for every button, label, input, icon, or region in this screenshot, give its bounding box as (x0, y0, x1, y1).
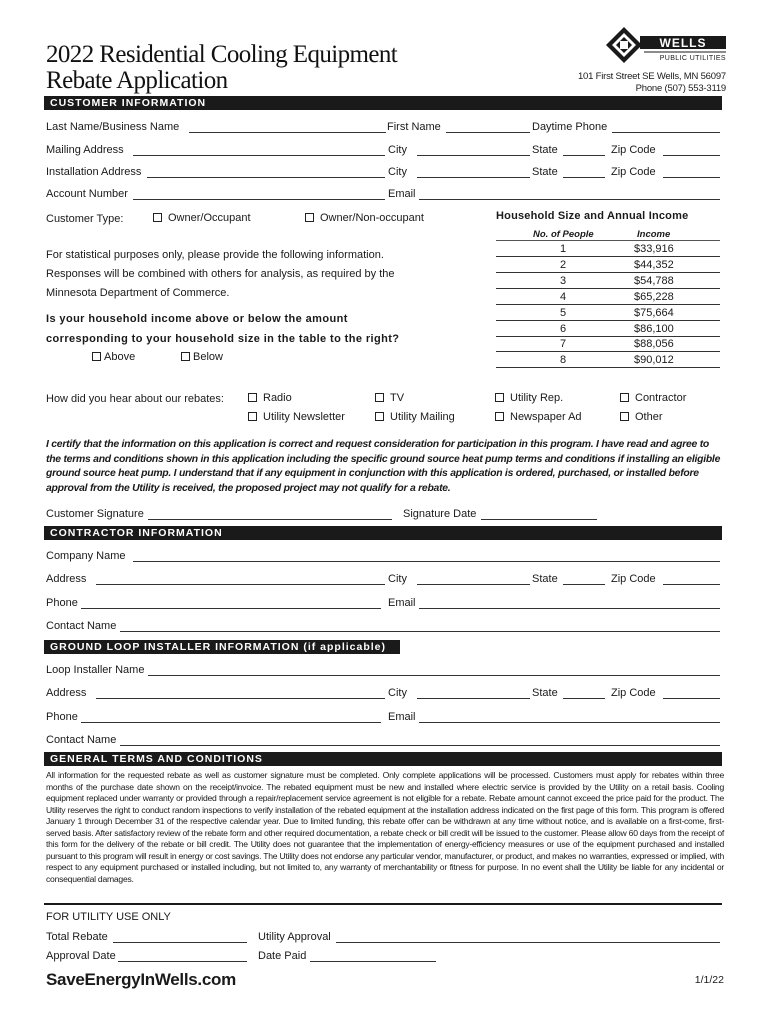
contractor-phone-label: Phone (46, 597, 78, 609)
last-name-field[interactable] (189, 132, 386, 133)
installation-state-label: State (532, 166, 558, 178)
mailing-city-field[interactable] (417, 155, 530, 156)
hear-option-utility-newsletter[interactable] (248, 411, 345, 424)
mailing-zip-field[interactable] (663, 155, 720, 156)
revision-date: 1/1/22 (694, 974, 724, 986)
loop-state-label: State (532, 687, 558, 699)
newspaper-ad-checkbox[interactable] (495, 412, 504, 421)
installation-address-field[interactable] (147, 177, 385, 178)
household-income-cell: $65,228 (634, 290, 674, 303)
loop-email-label: Email (388, 711, 416, 723)
logo-sub: PUBLIC UTILITIES (659, 55, 726, 62)
contractor-checkbox[interactable] (620, 393, 629, 402)
household-row-rule (496, 320, 720, 321)
hear-option-tv[interactable] (375, 392, 404, 405)
hear-option-utility-rep[interactable] (495, 392, 563, 405)
total-rebate-field[interactable] (113, 942, 247, 943)
utility-approval-field[interactable] (336, 942, 720, 943)
title-line-1: 2022 Residential Cooling Equipment (46, 41, 398, 68)
contractor-email-label: Email (388, 597, 416, 609)
customer-section-header: CUSTOMER INFORMATION (44, 96, 722, 110)
contractor-address-field[interactable] (96, 584, 385, 585)
contractor-city-field[interactable] (417, 584, 530, 585)
page-title (46, 42, 397, 94)
phone-line: Phone (507) 553-3119 (635, 83, 726, 94)
contractor-section-header: CONTRACTOR INFORMATION (44, 526, 722, 540)
household-table-rule (496, 240, 720, 241)
hear-option-contractor[interactable] (620, 392, 686, 405)
last-name-label: Last Name/Business Name (46, 121, 180, 133)
utility-use-divider (44, 903, 722, 905)
household-income-cell: $54,788 (634, 274, 674, 287)
radio-checkbox[interactable] (248, 393, 257, 402)
income-question-line-2: corresponding to your household size in the table to the right? (46, 333, 400, 345)
hear-label: How did you hear about our rebates: (46, 393, 224, 405)
loop-contact-name-field[interactable] (120, 745, 720, 746)
household-row-rule (496, 256, 720, 257)
customer-email-label: Email (388, 188, 416, 200)
hear-option-radio[interactable] (248, 392, 292, 405)
household-people-cell: 5 (560, 306, 567, 319)
household-table-title: Household Size and Annual Income (496, 210, 689, 222)
household-people-cell: 3 (560, 274, 567, 287)
hear-option-utility-mailing[interactable] (375, 411, 455, 424)
wells-logo (604, 24, 728, 66)
loop-contact-name-label: Contact Name (46, 734, 117, 746)
contractor-address-label: Address (46, 573, 87, 585)
loop-city-label: City (388, 687, 407, 699)
income-question-line-1: Is your household income above or below the amount (46, 313, 348, 325)
household-col-income: Income (637, 229, 671, 240)
household-row-rule (496, 367, 720, 368)
logo-mark-icon (604, 24, 728, 66)
household-col-people: No. of People (533, 229, 594, 240)
hear-option-label: Utility Newsletter (263, 411, 345, 423)
loop-state-field[interactable] (563, 698, 605, 699)
household-people-cell: 6 (560, 322, 567, 335)
installation-state-field[interactable] (563, 177, 605, 178)
logo-name: WELLS (659, 36, 707, 50)
installation-city-field[interactable] (417, 177, 530, 178)
owner-occupant-option[interactable] (153, 212, 251, 225)
terms-section-header: GENERAL TERMS AND CONDITIONS (44, 752, 722, 766)
loop-installer-name-label: Loop Installer Name (46, 664, 145, 676)
customer-type-label: Customer Type: (46, 213, 124, 225)
owner-non-occupant-option[interactable] (305, 212, 424, 225)
hear-option-label: Other (635, 411, 663, 423)
contractor-zip-label: Zip Code (611, 573, 656, 585)
company-name-label: Company Name (46, 550, 126, 562)
total-rebate-label: Total Rebate (46, 931, 108, 943)
household-income-cell: $44,352 (634, 258, 674, 271)
statistical-note-line-2: Responses will be combined with others for analysis, as required by the (46, 268, 395, 280)
contractor-email-field[interactable] (419, 608, 720, 609)
customer-signature-label: Customer Signature (46, 508, 144, 520)
hear-option-label: TV (390, 392, 405, 404)
hear-option-label: Radio (263, 392, 292, 404)
first-name-field[interactable] (446, 132, 530, 133)
contractor-contact-name-field[interactable] (120, 631, 720, 632)
account-number-label: Account Number (46, 188, 128, 200)
mailing-city-label: City (388, 144, 407, 156)
mailing-address-field[interactable] (133, 155, 385, 156)
mailing-zip-label: Zip Code (611, 144, 656, 156)
contractor-phone-field[interactable] (81, 608, 381, 609)
owner-occupant-checkbox[interactable] (153, 213, 162, 222)
installation-city-label: City (388, 166, 407, 178)
owner-non-occupant-label: Owner/Non-occupant (320, 212, 424, 224)
household-income-cell: $33,916 (634, 243, 674, 255)
title-line-2: Rebate Application (46, 67, 228, 94)
hear-option-other[interactable] (620, 411, 663, 424)
signature-date-field[interactable] (481, 519, 597, 520)
household-row-rule (496, 336, 720, 337)
certification-statement: I certify that the information on this application is correct and request consideration for participation in this program. I have read and agree to the terms and conditions shown in this application including the specific ground source heat pump terms and conditions if installing an eligible ground source heat pump. I understand that if any equipment in conjunction with this application is ordered, purchased, or installed before approval from the Utility is received, the proposed project may not qualify for a rebate. (46, 439, 721, 494)
utility-rep-checkbox[interactable] (495, 393, 504, 402)
loop-installer-section-header: GROUND LOOP INSTALLER INFORMATION (if applicable) (44, 640, 400, 654)
installation-address-label: Installation Address (46, 166, 142, 178)
utility-mailing-checkbox[interactable] (375, 412, 384, 421)
terms-text: All information for the requested rebate as well as customer signature must be completed. Only complete applications will be processed. Customers must apply for rebates within three months of the purchase date shown on the receipt/invoice. The rebated equipment must be new and installed where electric service is provided by the Utility on a retail basis. Cooling equipment replaced under warranty or provided through a repair/replacement service agreement is not eligible for a rebate. Rebate amount cannot exceed the price paid for the product. The Utility reserves the right to conduct random inspections to verify installation of the rebated equipment at the installation address indicated on the first page of this form. This program is offered January 1 through December 31 of the respective calendar year. Due to limited funding, this rebate offer can be withdrawn at any time without notice, and is available on a first-come, first-served basis. After satisfactory review of the rebate form and other required documentation, a rebate check or bill credit will be issued to the customer. Please allow 60 days from the receipt of this form for the delivery of the rebate or bill credit. The Utility does not guarantee that the implementation of energy-efficiency measures or use of the equipment purchased and installed pursuant to this program will result in energy or cost savings. The Utility does not endorse any particular vendor, manufacturer, or product, and makes no warranties, expressed or implied, with respect to any equipment purchased or installed including, but not limited to, any warranty of merchantability or fitness for purpose. In no event shall the Utility be liable for any incidental or consequential damages. (46, 770, 724, 884)
other-checkbox[interactable] (620, 412, 629, 421)
daytime-phone-label: Daytime Phone (532, 121, 608, 133)
customer-email-field[interactable] (419, 199, 720, 200)
hear-option-label: Utility Rep. (510, 392, 564, 404)
household-income-cell: $75,664 (634, 306, 674, 319)
mailing-state-field[interactable] (563, 155, 605, 156)
loop-zip-field[interactable] (663, 698, 720, 699)
below-checkbox[interactable] (181, 352, 190, 361)
loop-city-field[interactable] (417, 698, 530, 699)
loop-phone-label: Phone (46, 711, 78, 723)
hear-option-newspaper-ad[interactable] (495, 411, 582, 424)
statistical-note-line-3: Minnesota Department of Commerce. (46, 287, 230, 299)
household-people-cell: 8 (560, 354, 567, 367)
date-paid-field[interactable] (310, 961, 436, 962)
company-name-field[interactable] (133, 561, 720, 562)
household-income-cell: $86,100 (634, 322, 674, 335)
mailing-address-label: Mailing Address (46, 144, 124, 156)
tv-checkbox[interactable] (375, 393, 384, 402)
household-people-cell: 2 (560, 258, 567, 271)
household-row-rule (496, 304, 720, 305)
household-row-rule (496, 351, 720, 352)
contractor-contact-name-label: Contact Name (46, 620, 117, 632)
signature-date-label: Signature Date (403, 508, 477, 520)
owner-occupant-label: Owner/Occupant (168, 212, 251, 224)
loop-email-field[interactable] (419, 722, 720, 723)
mailing-state-label: State (532, 144, 558, 156)
below-label: Below (193, 351, 223, 363)
loop-address-label: Address (46, 687, 87, 699)
utility-approval-label: Utility Approval (258, 931, 331, 943)
loop-zip-label: Zip Code (611, 687, 656, 699)
daytime-phone-field[interactable] (612, 132, 720, 133)
household-people-cell: 7 (560, 338, 567, 351)
address-line: 101 First Street SE Wells, MN 56097 (577, 71, 726, 82)
loop-address-field[interactable] (96, 698, 385, 699)
account-number-field[interactable] (133, 199, 385, 200)
household-row-rule (496, 288, 720, 289)
approval-date-label: Approval Date (46, 950, 116, 962)
hear-option-label: Contractor (635, 392, 687, 404)
contractor-zip-field[interactable] (663, 584, 720, 585)
hear-option-label: Utility Mailing (390, 411, 455, 423)
above-checkbox[interactable] (92, 352, 101, 361)
hear-option-label: Newspaper Ad (510, 411, 582, 423)
contractor-city-label: City (388, 573, 407, 585)
household-row-rule (496, 272, 720, 273)
statistical-note-line-1: For statistical purposes only, please provide the following information. (46, 249, 384, 261)
installation-zip-field[interactable] (663, 177, 720, 178)
owner-non-occupant-checkbox[interactable] (305, 213, 314, 222)
contractor-state-field[interactable] (563, 584, 605, 585)
loop-installer-name-field[interactable] (148, 675, 720, 676)
below-option[interactable] (181, 351, 223, 364)
installation-zip-label: Zip Code (611, 166, 656, 178)
date-paid-label: Date Paid (258, 950, 307, 962)
household-people-cell: 4 (560, 290, 567, 303)
household-income-cell: $88,056 (634, 338, 674, 351)
utility-newsletter-checkbox[interactable] (248, 412, 257, 421)
website-link[interactable]: SaveEnergyInWells.com (46, 970, 236, 989)
loop-phone-field[interactable] (81, 722, 381, 723)
household-people-cell: 1 (560, 243, 567, 255)
utility-use-title: FOR UTILITY USE ONLY (46, 911, 171, 923)
above-option[interactable] (92, 351, 135, 364)
above-label: Above (104, 351, 136, 363)
contractor-state-label: State (532, 573, 558, 585)
first-name-label: First Name (387, 121, 441, 133)
customer-signature-field[interactable] (148, 519, 392, 520)
household-income-cell: $90,012 (634, 354, 674, 367)
utility-address (578, 71, 726, 95)
approval-date-field[interactable] (118, 961, 247, 962)
